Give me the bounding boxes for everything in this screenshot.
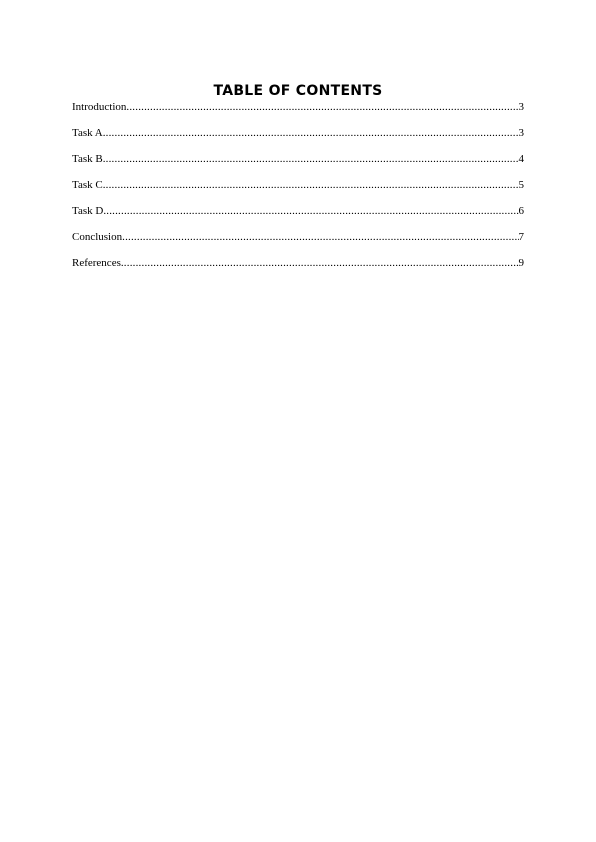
- toc-entry-label: Introduction: [72, 101, 127, 113]
- toc-dot-leader: [122, 231, 518, 244]
- toc-dot-leader: [103, 127, 519, 140]
- toc-dot-leader: [103, 153, 519, 166]
- toc-entry-introduction[interactable]: [72, 101, 524, 127]
- toc-entry-page: 6: [518, 205, 524, 217]
- toc-entry-label: Task D: [72, 205, 104, 217]
- toc-entry-label: Task A: [72, 127, 103, 139]
- toc-entry-task-d[interactable]: [72, 205, 524, 231]
- toc-entry-page: 7: [518, 231, 524, 243]
- toc-dot-leader: [103, 179, 519, 192]
- toc-list: [72, 101, 524, 283]
- toc-entry-conclusion[interactable]: [72, 231, 524, 257]
- toc-entry-page: 4: [518, 153, 524, 165]
- toc-entry-task-c[interactable]: [72, 179, 524, 205]
- toc-dot-leader: [103, 205, 518, 218]
- toc-entry-task-a[interactable]: [72, 127, 524, 153]
- toc-entry-page: 9: [518, 257, 524, 269]
- toc-title: TABLE OF CONTENTS: [213, 83, 383, 99]
- toc-entry-page: 3: [518, 101, 524, 113]
- toc-entry-label: Task B: [72, 153, 103, 165]
- toc-entry-task-b[interactable]: [72, 153, 524, 179]
- toc-dot-leader: [126, 101, 518, 114]
- toc-entry-label: Conclusion: [72, 231, 123, 243]
- toc-entry-page: 3: [518, 127, 524, 139]
- toc-dot-leader: [121, 257, 519, 270]
- toc-entry-label: Task C: [72, 179, 103, 191]
- toc-entry-references[interactable]: [72, 257, 524, 283]
- toc-entry-page: 5: [518, 179, 524, 191]
- toc-entry-label: References: [72, 257, 121, 269]
